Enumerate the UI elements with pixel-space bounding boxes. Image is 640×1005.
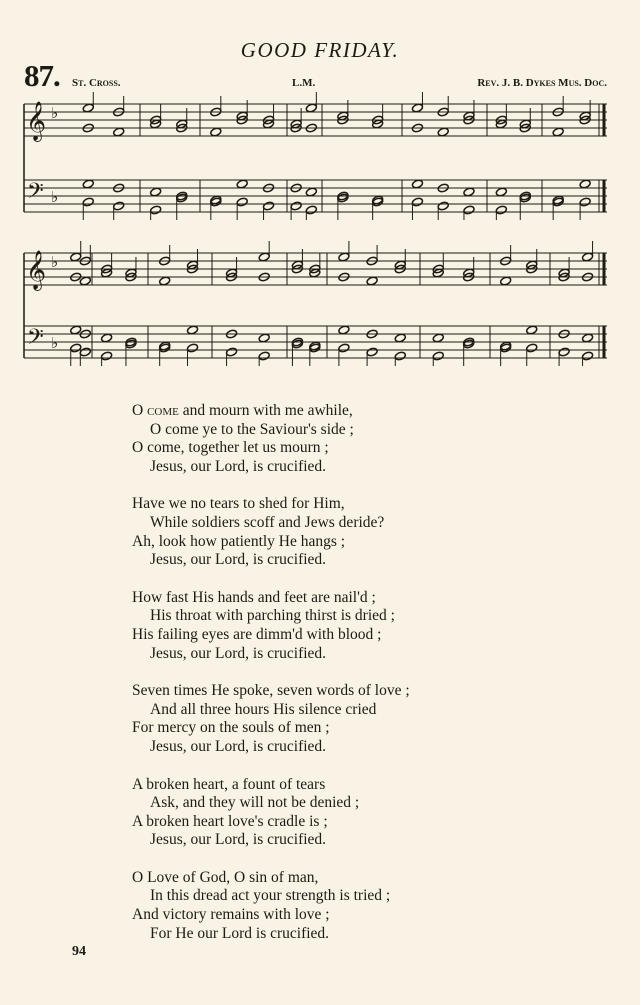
stanza-3 bbox=[132, 589, 552, 663]
stanza-6 bbox=[132, 869, 552, 943]
note-head bbox=[258, 333, 270, 343]
note-head bbox=[558, 347, 570, 357]
note-head bbox=[258, 252, 270, 262]
note-head bbox=[582, 252, 594, 262]
note-head bbox=[159, 276, 171, 286]
flat-icon: ♭ bbox=[51, 188, 59, 206]
note-head bbox=[552, 127, 564, 137]
note-head bbox=[432, 333, 444, 343]
verse-line: His failing eyes are dimm'd with blood ; bbox=[132, 625, 382, 643]
verse-line: Jesus, our Lord, is crucified. bbox=[150, 551, 327, 569]
stanza-5 bbox=[132, 776, 552, 850]
note-head bbox=[579, 179, 591, 189]
hymn-verses bbox=[132, 402, 552, 962]
hymn-number: 87. bbox=[24, 58, 60, 93]
note-head bbox=[411, 103, 423, 113]
note-head bbox=[526, 343, 538, 353]
note-head bbox=[305, 103, 317, 113]
verse-line: While soldiers scoff and Jews deride? bbox=[150, 513, 385, 531]
note-head bbox=[186, 343, 198, 353]
bass-clef-icon: 𝄢 bbox=[27, 325, 44, 355]
tune-name: St. Cross. bbox=[72, 77, 121, 89]
verse-line: O come and mourn with me awhile, bbox=[132, 402, 353, 419]
verse-line: A broken heart, a fount of tears bbox=[132, 775, 326, 793]
note-head bbox=[526, 325, 538, 335]
note-head bbox=[82, 197, 94, 207]
note-head bbox=[262, 201, 274, 211]
verse-line: Jesus, our Lord, is crucified. bbox=[150, 644, 327, 662]
note-head bbox=[101, 333, 113, 343]
verse-line: O come, together let us mourn ; bbox=[132, 439, 329, 457]
note-head bbox=[437, 127, 449, 137]
note-head bbox=[226, 347, 238, 357]
note-head bbox=[495, 187, 507, 197]
note-head bbox=[579, 197, 591, 207]
note-head bbox=[582, 333, 594, 343]
note-head bbox=[210, 127, 222, 137]
verse-line: For He our Lord is crucified. bbox=[150, 924, 330, 942]
verse-line: O Love of God, O sin of man, bbox=[132, 868, 319, 886]
note-head bbox=[290, 201, 302, 211]
verse-line: O come ye to the Saviour's side ; bbox=[150, 420, 354, 438]
note-head bbox=[338, 325, 350, 335]
page-number: 94 bbox=[72, 944, 86, 959]
verse-line: How fast His hands and feet are nail'd ; bbox=[132, 588, 376, 606]
verse-line: Have we no tears to shed for Him, bbox=[132, 495, 345, 513]
music-system-2 bbox=[24, 241, 607, 366]
note-head bbox=[236, 197, 248, 207]
flat-icon: ♭ bbox=[51, 334, 59, 352]
stanza-4 bbox=[132, 682, 552, 756]
note-head bbox=[437, 201, 449, 211]
note-head bbox=[236, 179, 248, 189]
meter: L.M. bbox=[292, 77, 316, 89]
bass-clef-icon: 𝄢 bbox=[27, 179, 44, 209]
note-head bbox=[150, 205, 162, 215]
verse-line: Seven times He spoke, seven words of love ; bbox=[132, 682, 410, 700]
note-head bbox=[113, 201, 125, 211]
note-head bbox=[463, 187, 475, 197]
verse-line: Ask, and they will not be denied ; bbox=[150, 794, 360, 812]
verse-line: And victory remains with love ; bbox=[132, 906, 330, 924]
note-head bbox=[582, 351, 594, 361]
note-head bbox=[432, 351, 444, 361]
verse-line: Jesus, our Lord, is crucified. bbox=[150, 457, 327, 475]
note-head bbox=[305, 187, 317, 197]
note-head bbox=[338, 343, 350, 353]
note-head bbox=[411, 197, 423, 207]
note-head bbox=[101, 351, 113, 361]
stanza-1 bbox=[132, 402, 552, 476]
verse-line: Ah, look how patiently He hangs ; bbox=[132, 532, 346, 550]
flat-icon: ♭ bbox=[51, 104, 59, 122]
verse-line: Jesus, our Lord, is crucified. bbox=[150, 737, 327, 755]
note-head bbox=[258, 351, 270, 361]
verse-line: A broken heart love's cradle is ; bbox=[132, 812, 328, 830]
note-head bbox=[500, 276, 512, 286]
note-head bbox=[394, 351, 406, 361]
verse-line: In this dread act your strength is tried ; bbox=[150, 887, 391, 905]
verse-line: For mercy on the souls of men ; bbox=[132, 719, 330, 737]
note-head bbox=[394, 333, 406, 343]
treble-clef-icon: 𝄞 bbox=[26, 250, 47, 290]
composer: Rev. J. B. Dykes Mus. Doc. bbox=[477, 77, 607, 89]
note-head bbox=[411, 179, 423, 189]
note-head bbox=[113, 127, 125, 137]
note-head bbox=[366, 276, 378, 286]
note-head bbox=[186, 325, 198, 335]
stanza-2 bbox=[132, 495, 552, 569]
treble-clef-icon: 𝄞 bbox=[26, 101, 47, 141]
note-head bbox=[338, 252, 350, 262]
note-head bbox=[366, 347, 378, 357]
verse-line: Jesus, our Lord, is crucified. bbox=[150, 831, 327, 849]
verse-line: And all three hours His silence cried bbox=[150, 700, 377, 718]
note-head bbox=[82, 103, 94, 113]
page-title: GOOD FRIDAY. bbox=[240, 38, 400, 62]
note-head bbox=[463, 205, 475, 215]
verse-line: His throat with parching thirst is dried ; bbox=[150, 607, 395, 625]
flat-icon: ♭ bbox=[51, 253, 59, 271]
music-system-1 bbox=[24, 92, 607, 220]
music-score bbox=[0, 0, 640, 400]
note-head bbox=[82, 179, 94, 189]
note-head bbox=[495, 205, 507, 215]
note-head bbox=[150, 187, 162, 197]
note-head bbox=[305, 205, 317, 215]
